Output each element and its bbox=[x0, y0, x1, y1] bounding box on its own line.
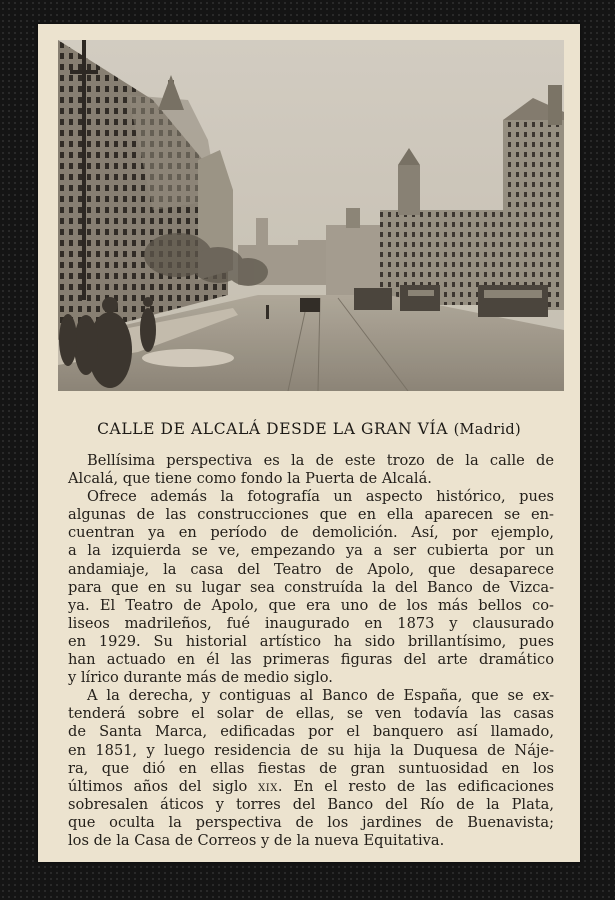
postcard-title bbox=[38, 420, 580, 438]
title-location: (Madrid) bbox=[453, 422, 521, 438]
body-line: han actuado en él las primeras figuras del arte dramático bbox=[68, 651, 554, 669]
body-line: que oculta la perspectiva de los jardines de Buenavista; bbox=[68, 813, 554, 831]
description-text bbox=[68, 452, 554, 850]
body-line: los de la Casa de Correos y de la nueva Equitativa. bbox=[68, 831, 445, 849]
body-line: para que en su lugar sea construída la del Banco de Vizca- bbox=[68, 578, 554, 596]
body-line: y lírico durante más de medio siglo. bbox=[68, 669, 333, 687]
body-line: en 1929. Su historial artístico ha sido brillantísimo, pues bbox=[68, 632, 554, 650]
body-line: últimos años del siglo XIX. En el resto de las edificaciones bbox=[68, 777, 554, 795]
body-line: ra, que dió en ellas fiestas de gran suntuosidad en los bbox=[68, 759, 554, 777]
body-line: Alcalá, que tiene como fondo la Puerta de Alcalá. bbox=[68, 470, 432, 488]
body-line: algunas de las construcciones que en ella aparecen se en- bbox=[68, 506, 554, 524]
body-line: ya. El Teatro de Apolo, que era uno de los más bellos co- bbox=[68, 596, 554, 614]
body-line: en 1851, y luego residencia de su hija la Duquesa de Náje- bbox=[68, 741, 554, 759]
body-line: de Santa Marca, edificadas por el banquero así llamado, bbox=[68, 723, 554, 741]
body-line: sobresalen áticos y torres del Banco del Río de la Plata, bbox=[68, 795, 554, 813]
body-line: tenderá sobre el solar de ellas, se ven todavía las casas bbox=[68, 705, 554, 723]
body-line: Bellísima perspectiva es la de este trozo de la calle de bbox=[87, 452, 554, 469]
title-main: CALLE DE ALCALÁ DESDE LA GRAN VÍA bbox=[97, 420, 449, 438]
body-line: liseos madrileños, fué inaugurado en 1873 y clausurado bbox=[68, 614, 554, 632]
street-photograph bbox=[58, 40, 564, 391]
body-line: Ofrece además la fotografía un aspecto histórico, pues bbox=[87, 488, 554, 506]
body-line: A la derecha, y contiguas al Banco de España, que se ex- bbox=[87, 687, 554, 705]
body-line: andamiaje, la casa del Teatro de Apolo, que desaparece bbox=[68, 560, 554, 578]
body-line: cuentran ya en período de demolición. Así, por ejemplo, bbox=[68, 524, 554, 542]
body-line: a la izquierda se ve, empezando ya a ser cubierta por un bbox=[68, 542, 554, 560]
